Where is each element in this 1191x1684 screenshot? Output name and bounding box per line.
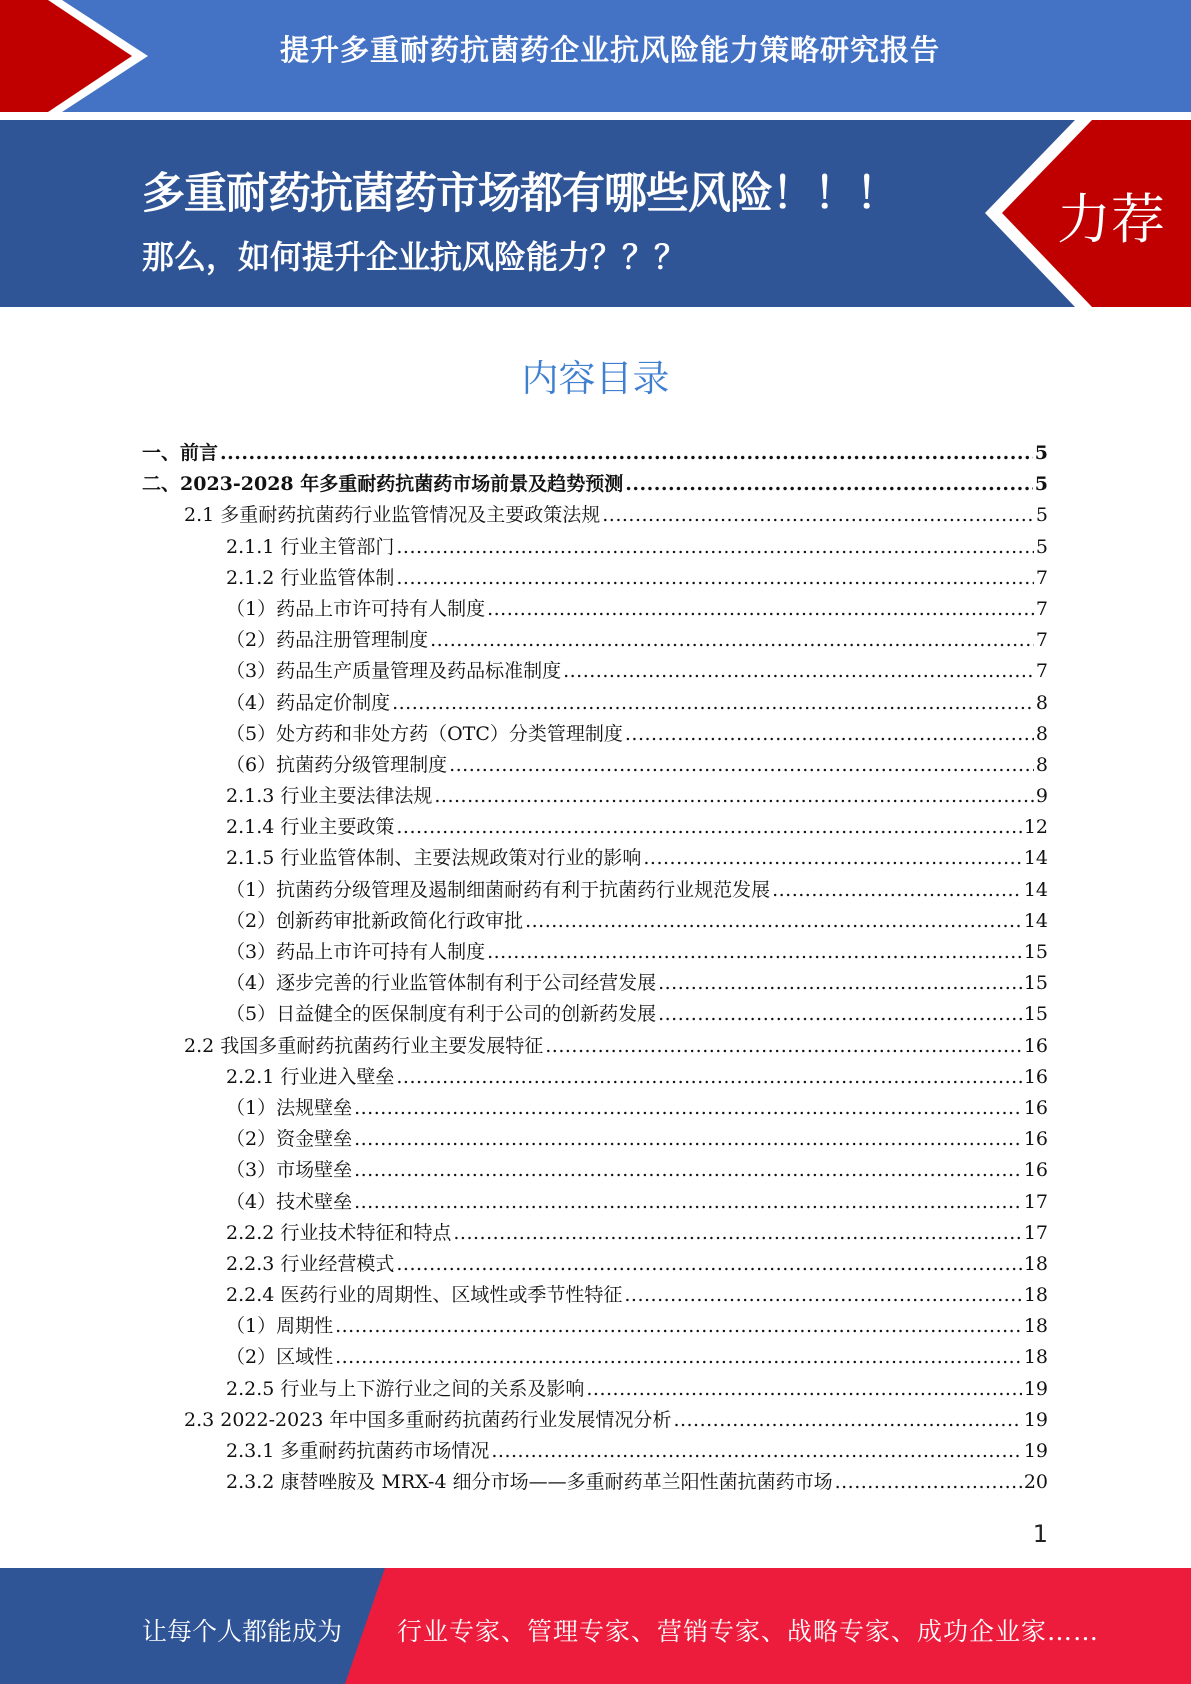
toc-entry-label: 2.3 2022-2023 年中国多重耐药抗菌药行业发展情况分析: [184, 1408, 672, 1431]
toc-entry-page: 19: [1023, 1440, 1048, 1462]
toc-entry-page: 16: [1023, 1128, 1048, 1151]
toc-entry[interactable]: [142, 968, 1048, 999]
footer-banner: [0, 1568, 1191, 1684]
toc-leader: [392, 688, 1034, 719]
toc-entry-label: （4）技术壁垒: [226, 1190, 353, 1213]
toc-entry-page: 20: [1023, 1471, 1048, 1494]
toc-entry[interactable]: [142, 843, 1048, 874]
toc-entry-label: 2.2.3 行业经营模式: [226, 1252, 395, 1275]
toc-entry[interactable]: [142, 1062, 1048, 1093]
toc-entry-page: 5: [1035, 504, 1048, 527]
toc-entry-page: 8: [1035, 691, 1048, 714]
toc-entry-label: 2.1.3 行业主要法律法规: [226, 785, 433, 808]
toc-entry-label: （5）日益健全的医保制度有利于公司的创新药发展: [226, 1003, 657, 1026]
toc-entry-label: （2）资金壁垒: [226, 1128, 353, 1151]
toc-entry[interactable]: [142, 688, 1048, 719]
toc-entry-page: 7: [1035, 629, 1048, 652]
toc-entry-label: （3）药品上市许可持有人制度: [226, 941, 486, 963]
toc-entry-label: 2.3.1 多重耐药抗菌药市场情况: [226, 1440, 490, 1462]
toc-entry[interactable]: [142, 1031, 1048, 1062]
toc-entry[interactable]: [142, 1342, 1048, 1373]
toc-leader: [354, 1155, 1022, 1186]
toc-entry[interactable]: [142, 812, 1048, 843]
toc-entry[interactable]: [142, 1467, 1048, 1498]
toc-entry-page: 9: [1035, 785, 1048, 808]
footer-slogan-left: 让每个人都能成为: [142, 1617, 343, 1646]
toc-leader: [673, 1405, 1021, 1436]
toc-entry-page: 7: [1035, 597, 1048, 620]
toc-entry-label: （1）周期性: [226, 1315, 334, 1338]
toc-entry-label: 2.1.5 行业监管体制、主要法规政策对行业的影响: [226, 847, 642, 870]
toc-entry[interactable]: [142, 594, 1048, 625]
banner-headline: 多重耐药抗菌药市场都有哪些风险！！！: [142, 169, 898, 219]
toc-leader: [396, 1062, 1021, 1093]
toc-entry[interactable]: [142, 438, 1048, 469]
footer-slogan-right: 行业专家、管理专家、营销专家、战略专家、成功企业家……: [397, 1617, 1100, 1646]
toc-leader: [434, 781, 1034, 812]
toc-leader: [396, 1249, 1021, 1280]
toc-leader: [624, 1280, 1021, 1311]
toc-entry[interactable]: [142, 563, 1048, 594]
toc-entry-label: 2.1.4 行业主要政策: [226, 816, 395, 839]
toc-entry[interactable]: [142, 750, 1048, 781]
toc-entry-page: 18: [1023, 1284, 1048, 1307]
toc-leader: [772, 875, 1022, 906]
toc-entry-page: 7: [1035, 566, 1048, 589]
toc-entry[interactable]: [142, 1124, 1048, 1155]
table-of-contents: [142, 438, 1048, 1498]
toc-entry-page: 19: [1023, 1408, 1048, 1431]
toc-entry-label: 2.3.2 康替唑胺及 MRX-4 细分市场——多重耐药革兰阳性菌抗菌药市场: [226, 1471, 833, 1494]
toc-entry-page: 5: [1034, 473, 1048, 496]
toc-entry-label: 2.1.2 行业监管体制: [226, 566, 395, 589]
toc-leader: [487, 937, 1022, 968]
toc-leader: [220, 438, 1033, 469]
toc-entry-page: 16: [1023, 1034, 1048, 1057]
toc-entry-page: 19: [1023, 1377, 1048, 1400]
toc-entry-page: 15: [1023, 941, 1048, 963]
toc-entry-label: （5）处方药和非处方药（OTC）分类管理制度: [226, 722, 623, 745]
toc-entry-page: 17: [1023, 1221, 1048, 1244]
toc-entry[interactable]: [142, 532, 1048, 563]
toc-leader: [563, 656, 1034, 687]
toc-entry-page: 12: [1023, 816, 1048, 839]
toc-leader: [396, 532, 1034, 563]
toc-entry-page: 18: [1023, 1315, 1048, 1338]
toc-entry[interactable]: [142, 469, 1048, 500]
toc-entry-page: 15: [1023, 972, 1048, 995]
toc-leader: [354, 1093, 1022, 1124]
toc-entry-label: （2）药品注册管理制度: [226, 629, 429, 652]
toc-leader: [396, 563, 1034, 594]
toc-entry-label: 2.2 我国多重耐药抗菌药行业主要发展特征: [184, 1034, 544, 1057]
banner-subheadline: 那么，如何提升企业抗风险能力？？？: [142, 238, 687, 276]
toc-entry-label: 二、2023-2028 年多重耐药抗菌药市场前景及趋势预测: [142, 473, 624, 496]
toc-entry[interactable]: [142, 906, 1048, 937]
toc-leader: [586, 1374, 1021, 1405]
toc-entry-page: 8: [1035, 753, 1048, 776]
toc-entry-label: （4）逐步完善的行业监管体制有利于公司经营发展: [226, 972, 657, 995]
toc-entry-label: （3）市场壁垒: [226, 1159, 353, 1182]
toc-entry[interactable]: [142, 1249, 1048, 1280]
toc-entry-label: （1）法规壁垒: [226, 1096, 353, 1119]
toc-entry[interactable]: [142, 875, 1048, 906]
toc-entry-label: 一、前言: [142, 442, 219, 464]
toc-entry[interactable]: [142, 937, 1048, 968]
page-number: 1: [1032, 1520, 1048, 1548]
toc-entry[interactable]: [142, 781, 1048, 812]
toc-leader: [658, 999, 1022, 1030]
toc-leader: [396, 812, 1021, 843]
toc-entry[interactable]: [142, 1311, 1048, 1342]
toc-leader: [335, 1311, 1022, 1342]
toc-leader: [354, 1187, 1022, 1218]
toc-entry[interactable]: [142, 1280, 1048, 1311]
toc-entry-label: 2.2.2 行业技术特征和特点: [226, 1221, 452, 1244]
toc-entry[interactable]: [142, 1436, 1048, 1467]
toc-entry[interactable]: [142, 1187, 1048, 1218]
toc-leader: [335, 1342, 1022, 1373]
toc-entry[interactable]: [142, 1374, 1048, 1405]
toc-entry-label: （4）药品定价制度: [226, 691, 391, 714]
report-header: [0, 0, 1191, 112]
toc-entry-page: 16: [1023, 1159, 1048, 1182]
toc-leader: [625, 719, 1034, 750]
toc-leader: [449, 750, 1034, 781]
toc-entry[interactable]: [142, 500, 1048, 531]
toc-entry[interactable]: [142, 1218, 1048, 1249]
toc-entry-page: 16: [1023, 1065, 1048, 1088]
toc-leader: [487, 594, 1034, 625]
toc-entry-page: 16: [1023, 1096, 1048, 1119]
toc-entry-page: 14: [1023, 847, 1048, 870]
toc-entry[interactable]: [142, 1093, 1048, 1124]
toc-entry[interactable]: [142, 1405, 1048, 1436]
toc-entry-label: 2.1 多重耐药抗菌药行业监管情况及主要政策法规: [184, 504, 601, 527]
toc-leader: [430, 625, 1034, 656]
toc-entry-page: 17: [1023, 1190, 1048, 1213]
toc-entry-label: （2）区域性: [226, 1346, 334, 1369]
toc-entry-label: （3）药品生产质量管理及药品标准制度: [226, 660, 562, 683]
toc-entry[interactable]: [142, 719, 1048, 750]
report-title: 提升多重耐药抗菌药企业抗风险能力策略研究报告: [279, 33, 940, 67]
toc-entry-page: 14: [1023, 878, 1048, 901]
toc-entry-label: （1）抗菌药分级管理及遏制细菌耐药有利于抗菌药行业规范发展: [226, 878, 771, 901]
toc-leader: [525, 906, 1022, 937]
toc-entry-label: （2）创新药审批新政简化行政审批: [226, 909, 524, 932]
toc-leader: [835, 1467, 1022, 1498]
toc-entry-label: 2.2.4 医药行业的周期性、区域性或季节性特征: [226, 1284, 623, 1307]
toc-entry[interactable]: [142, 656, 1048, 687]
toc-entry-page: 5: [1034, 442, 1048, 464]
toc-entry-label: （1）药品上市许可持有人制度: [226, 597, 486, 620]
toc-leader: [625, 469, 1033, 500]
toc-leader: [643, 843, 1021, 874]
toc-entry[interactable]: [142, 625, 1048, 656]
toc-entry-page: 18: [1023, 1346, 1048, 1369]
toc-entry-label: 2.2.5 行业与上下游行业之间的关系及影响: [226, 1377, 585, 1400]
toc-entry[interactable]: [142, 1155, 1048, 1186]
toc-leader: [354, 1124, 1022, 1155]
toc-entry-label: 2.1.1 行业主管部门: [226, 535, 395, 558]
toc-entry-page: 5: [1035, 535, 1048, 558]
toc-entry[interactable]: [142, 999, 1048, 1030]
toc-leader: [491, 1436, 1021, 1467]
toc-leader: [658, 968, 1022, 999]
toc-title: 内容目录: [521, 357, 670, 400]
toc-entry-page: 18: [1023, 1252, 1048, 1275]
toc-entry-label: 2.2.1 行业进入壁垒: [226, 1065, 395, 1088]
toc-entry-page: 7: [1035, 660, 1048, 683]
toc-entry-page: 8: [1035, 722, 1048, 745]
toc-leader: [545, 1031, 1022, 1062]
recommend-badge: 力荐: [1057, 188, 1165, 251]
toc-entry-page: 14: [1023, 909, 1048, 932]
toc-leader: [453, 1218, 1021, 1249]
toc-entry-label: （6）抗菌药分级管理制度: [226, 753, 448, 776]
toc-entry-page: 15: [1023, 1003, 1048, 1026]
promo-banner: [0, 120, 1191, 307]
toc-leader: [602, 500, 1034, 531]
